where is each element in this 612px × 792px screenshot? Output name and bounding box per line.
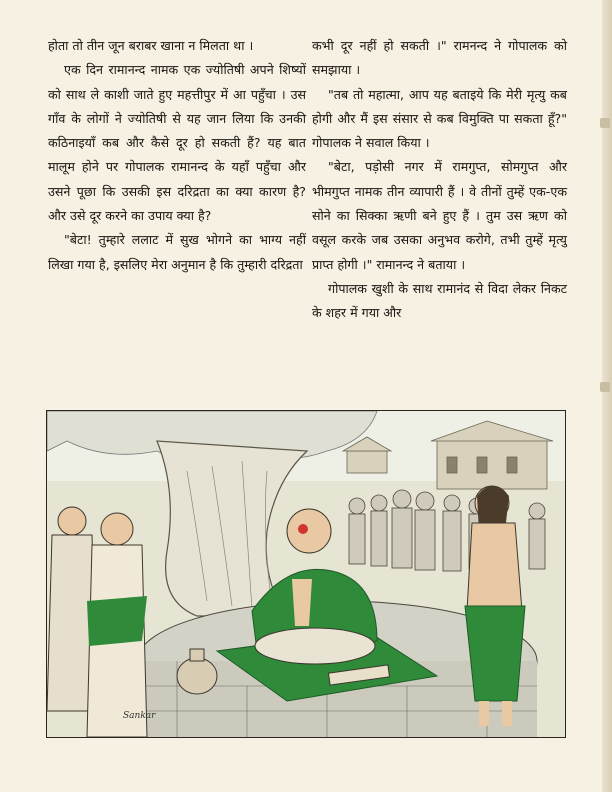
page-tab-mark [600, 118, 610, 128]
paragraph: कभी दूर नहीं हो सकती ।" रामनन्द ने गोपालक को समझाया । [312, 38, 567, 78]
paragraph: "तब तो महात्मा, आप यह बताइये कि मेरी मृत्यु कब होगी और मैं इस संसार से कब विमुक्ति पा सकता हूँ?" गोपालक ने सवाल किया । [312, 86, 567, 151]
paragraph: होता तो तीन जून बराबर खाना न मिलता था । [48, 38, 254, 53]
page-tab-mark [600, 382, 610, 392]
paragraph: "बेटा, पड़ोसी नगर में रामगुप्त, सोमगुप्त और भीमगुप्त नामक तीन व्यापारी हैं । वे तीनों तुम्हें एक-एक सोने का सिक्का ऋणी बने हुए हैं । तुम उस ऋण को वसूल करके जब उसका अनुभव करोगे, तभी तुम्हें मृत्यु प्राप्त होगी ।" रामानन्द ने बताया । [312, 159, 567, 272]
right-text-column [312, 34, 567, 326]
illustration-scene [47, 411, 565, 737]
paragraph: गोपालक खुशी के साथ रामानंद से विदा लेकर निकट के शहर में गया और [312, 280, 567, 321]
artist-signature: Sankar [123, 711, 156, 721]
paragraph: एक दिन रामानन्द नामक एक ज्योतिषी अपने शिष्यों को साथ ले काशी जाते हुए महत्तीपुर में आ पहुँचा । उस गाँव के लोगों ने ज्योतिषी से यह जान लिया कि उनकी कठिनाइयाँ कब और कैसे दूर हो सकती हैं? यह बात मालूम होने पर गोपालक रामानन्द के यहाँ पहुँचा और उसने पूछा कि उसकी इस दरिद्रता का क्या कारण है? और उसे दूर करने का उपाय क्या है? [48, 62, 306, 224]
left-text-column [48, 34, 306, 277]
paragraph: "बेटा! तुम्हारे ललाट में सुख भोगने का भाग्य नहीं लिखा गया है, इसलिए मेरा अनुमान है कि तुम्हारी दरिद्रता [48, 232, 306, 272]
story-illustration [46, 410, 566, 738]
